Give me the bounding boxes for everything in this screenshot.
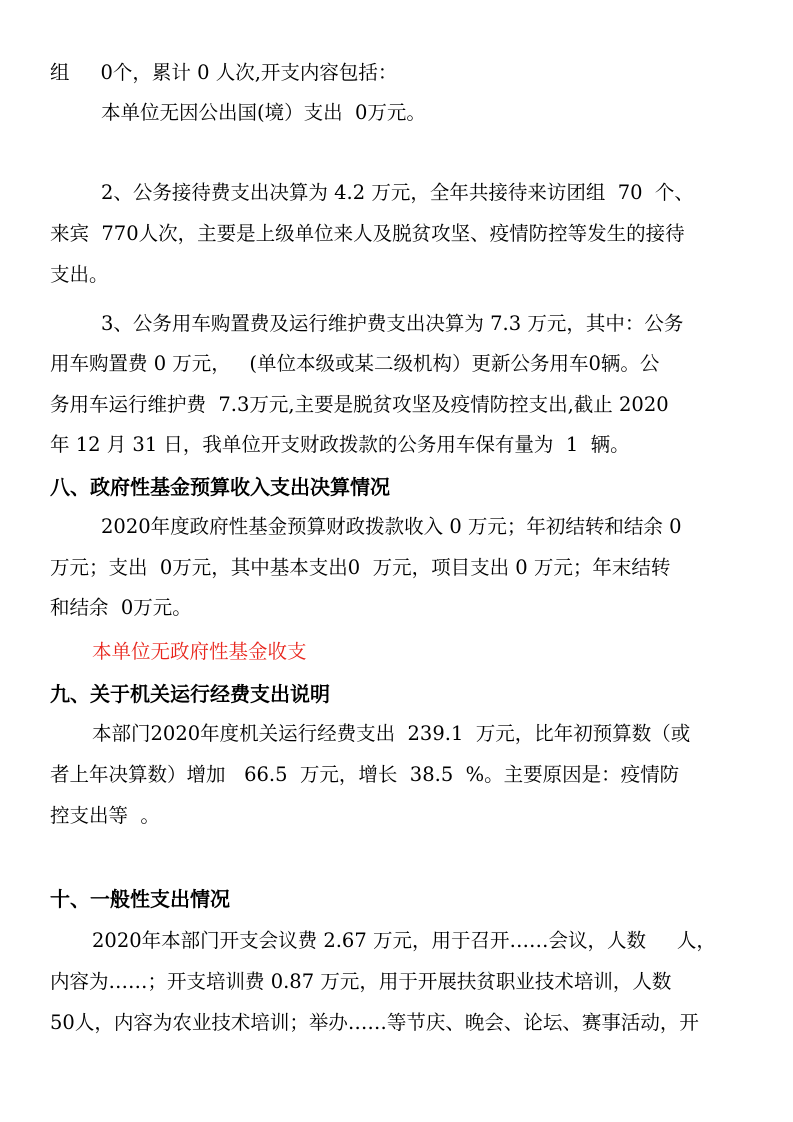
section-heading: 九、关于机关运行经费支出说明 [50,682,330,706]
red-note: 本单位无政府性基金收支 [92,640,307,663]
paragraph-line: 2、公务接待费支出决算为 4.2 万元，全年共接待来访团组 70 个、 [101,181,694,204]
paragraph-line: 万元；支出 0万元，其中基本支出0 万元，项目支出 0 万元；年末结转 [50,556,671,579]
paragraph-line: 用车购置费 0 万元， (单位本级或某二级机构）更新公务用车0辆。公 [50,352,660,375]
paragraph-line: 控支出等 。 [50,804,160,827]
paragraph-line: 本单位无因公出国(境）支出 0万元。 [101,101,426,124]
paragraph-line: 务用车运行维护费 7.3万元,主要是脱贫攻坚及疫情防控支出,截止 2020 [50,393,669,416]
paragraph-line: 支出。 [50,263,109,286]
section-heading: 八、政府性基金预算收入支出决算情况 [50,475,390,499]
paragraph-line: 50人，内容为农业技术培训；举办……等节庆、晚会、论坛、赛事活动，开 [50,1011,699,1034]
paragraph-line: 3、公务用车购置费及运行维护费支出决算为 7.3 万元，其中：公务 [101,312,684,335]
paragraph-line: 来宾 770人次，主要是上级单位来人及脱贫攻坚、疫情防控等发生的接待 [50,222,685,245]
paragraph-line: 2020年度政府性基金预算财政拨款收入 0 万元；年初结转和结余 0 [101,515,682,538]
paragraph-line: 组 0个，累计 0 人次,开支内容包括： [50,61,398,84]
paragraph-line: 和结余 0万元。 [50,596,192,619]
paragraph-line: 本部门2020年度机关运行经费支出 239.1 万元，比年初预算数（或 [92,722,691,745]
paragraph-line: 内容为……；开支培训费 0.87 万元，用于开展扶贫职业技术培训，人数 [50,970,672,993]
section-heading: 十、一般性支出情况 [50,887,230,911]
paragraph-line: 年 12 月 31 日，我单位开支财政拨款的公务用车保有量为 1 辆。 [50,433,630,456]
paragraph-line: 者上年决算数）增加 66.5 万元，增长 38.5 %。主要原因是：疫情防 [50,763,680,786]
paragraph-line: 2020年本部门开支会议费 2.67 万元，用于召开……会议，人数 人， [92,929,716,952]
